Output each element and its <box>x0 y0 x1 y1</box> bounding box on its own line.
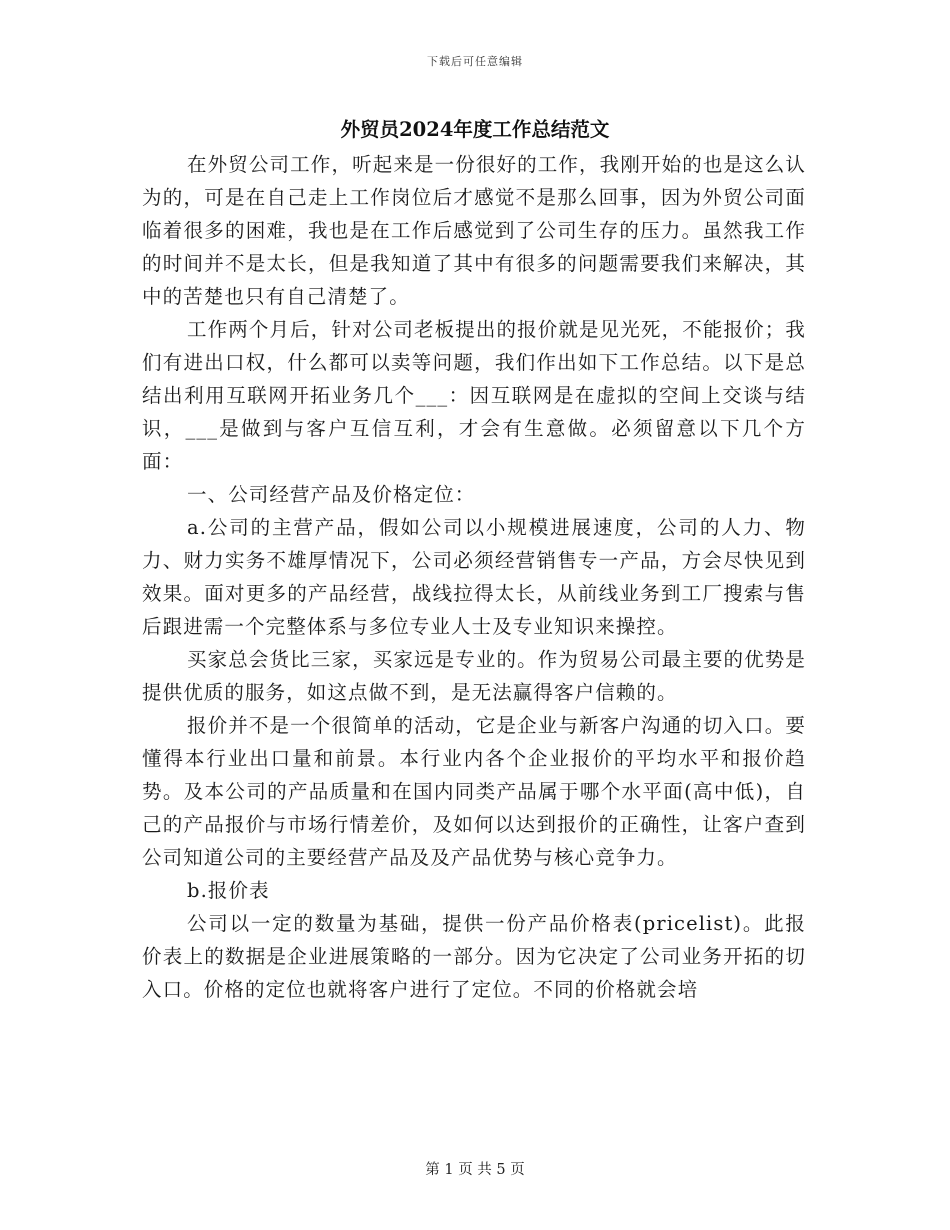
header-note: 下载后可任意编辑 <box>427 55 523 68</box>
subsection-heading: b.报价表 <box>187 879 270 902</box>
page-footer: 第 1 页 共 5 页 <box>425 1162 525 1178</box>
paragraph: 公司以一定的数量为基础，提供一份产品价格表(pricelist)。此报价表上的数据是企业进展策略的一部分。因为它决定了公司业务开拓的切入口。价格的定位也就将客户进行了定位。不同的价格就会培 <box>142 912 806 1001</box>
paragraph: a.公司的主营产品，假如公司以小规模进展速度，公司的人力、物力、财力实务不雄厚情况下，公司必须经营销售专一产品，方会尽快见到效果。面对更多的产品经营，战线拉得太长，从前线业务到工厂搜索与售后跟进需一个完整体系与多位专业人士及专业知识来操控。 <box>142 516 806 638</box>
paragraph: 在外贸公司工作，听起来是一份很好的工作，我刚开始的也是这么认为的，可是在自己走上工作岗位后才感觉不是那么回事，因为外贸公司面临着很多的困难，我也是在工作后感觉到了公司生存的压力。虽然我工作的时间并不是太长，但是我知道了其中有很多的问题需要我们来解决，其中的苦楚也只有自己清楚了。 <box>142 153 806 308</box>
paragraph: 报价并不是一个很简单的活动，它是企业与新客户沟通的切入口。要懂得本行业出口量和前景。本行业内各个企业报价的平均水平和报价趋势。及本公司的产品质量和在国内同类产品属于哪个水平面(高中低)，自己的产品报价与市场行情差价，及如何以达到报价的正确性，让客户查到公司知道公司的主要经营产品及及产品优势与核心竞争力。 <box>142 714 806 869</box>
section-heading: 一、公司经营产品及价格定位： <box>187 483 476 506</box>
document-body <box>142 148 806 1006</box>
paragraph: 工作两个月后，针对公司老板提出的报价就是见光死，不能报价；我们有进出口权，什么都可以卖等问题，我们作出如下工作总结。以下是总结出利用互联网开拓业务几个___：因互联网是在虚拟的空间上交谈与结识，___是做到与客户互信互利，才会有生意做。必须留意以下几个方面： <box>142 318 806 473</box>
document-title: 外贸员2024年度工作总结范文 <box>340 118 610 141</box>
paragraph: 买家总会货比三家，买家远是专业的。作为贸易公司最主要的优势是提供优质的服务，如这点做不到，是无法赢得客户信赖的。 <box>142 648 806 704</box>
